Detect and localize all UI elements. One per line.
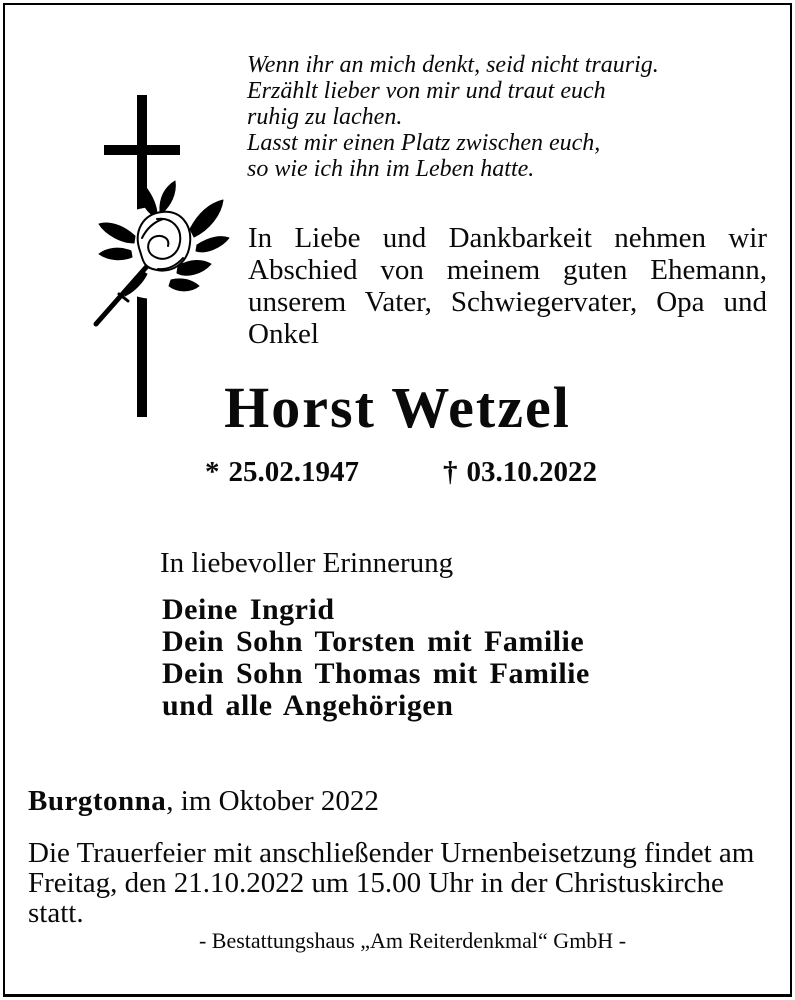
birth-date-value: 25.02.1947 [228, 456, 359, 488]
place-name: Burgtonna [28, 785, 167, 817]
life-dates [0, 455, 795, 493]
cross-rose-icon [70, 88, 230, 423]
poem-line: ruhig zu lachen. [247, 104, 403, 130]
mourner-line: und alle Angehörigen [162, 689, 454, 722]
death-date-value: 03.10.2022 [466, 456, 597, 488]
place-dateline [28, 785, 379, 817]
announcement-text [248, 222, 767, 350]
mourners-list [162, 594, 590, 722]
announcement-line: unserem Vater, Schwiegervater, Opa und [248, 286, 767, 318]
funeral-info [28, 838, 754, 928]
announcement-line: Abschied von meinem guten Ehemann, [248, 254, 767, 286]
mourner-line: Dein Sohn Torsten mit Familie [162, 625, 585, 658]
birth-date [205, 455, 359, 489]
mourner-line: Deine Ingrid [162, 593, 335, 626]
dateline-rest: , im Oktober 2022 [166, 785, 379, 817]
birth-star-symbol: * [205, 456, 220, 488]
funeral-home-credit: - Bestattungshaus „Am Reiterdenkmal“ GmbH - [198, 928, 627, 953]
funeral-line: statt. [28, 897, 84, 929]
funeral-line: Die Trauerfeier mit anschließender Urnenbeisetzung findet am [28, 837, 755, 869]
poem-line: so wie ich ihn im Leben hatte. [247, 156, 535, 182]
announcement-line: Onkel [248, 318, 319, 350]
death-date [443, 455, 597, 489]
memorial-intro: In liebevoller Erinnerung [160, 547, 454, 579]
death-cross-symbol: † [443, 456, 458, 488]
mourner-line: Dein Sohn Thomas mit Familie [162, 657, 590, 690]
deceased-name: Horst Wetzel [224, 375, 571, 440]
funeral-line: Freitag, den 21.10.2022 um 15.00 Uhr in der Christuskirche [28, 867, 724, 899]
poem-line: Erzählt lieber von mir und traut euch [247, 78, 606, 104]
poem-line: Wenn ihr an mich denkt, seid nicht traurig. [247, 52, 659, 78]
announcement-line: In Liebe und Dankbarkeit nehmen wir [248, 222, 767, 254]
memorial-poem [247, 52, 659, 182]
poem-line: Lasst mir einen Platz zwischen euch, [247, 130, 601, 156]
